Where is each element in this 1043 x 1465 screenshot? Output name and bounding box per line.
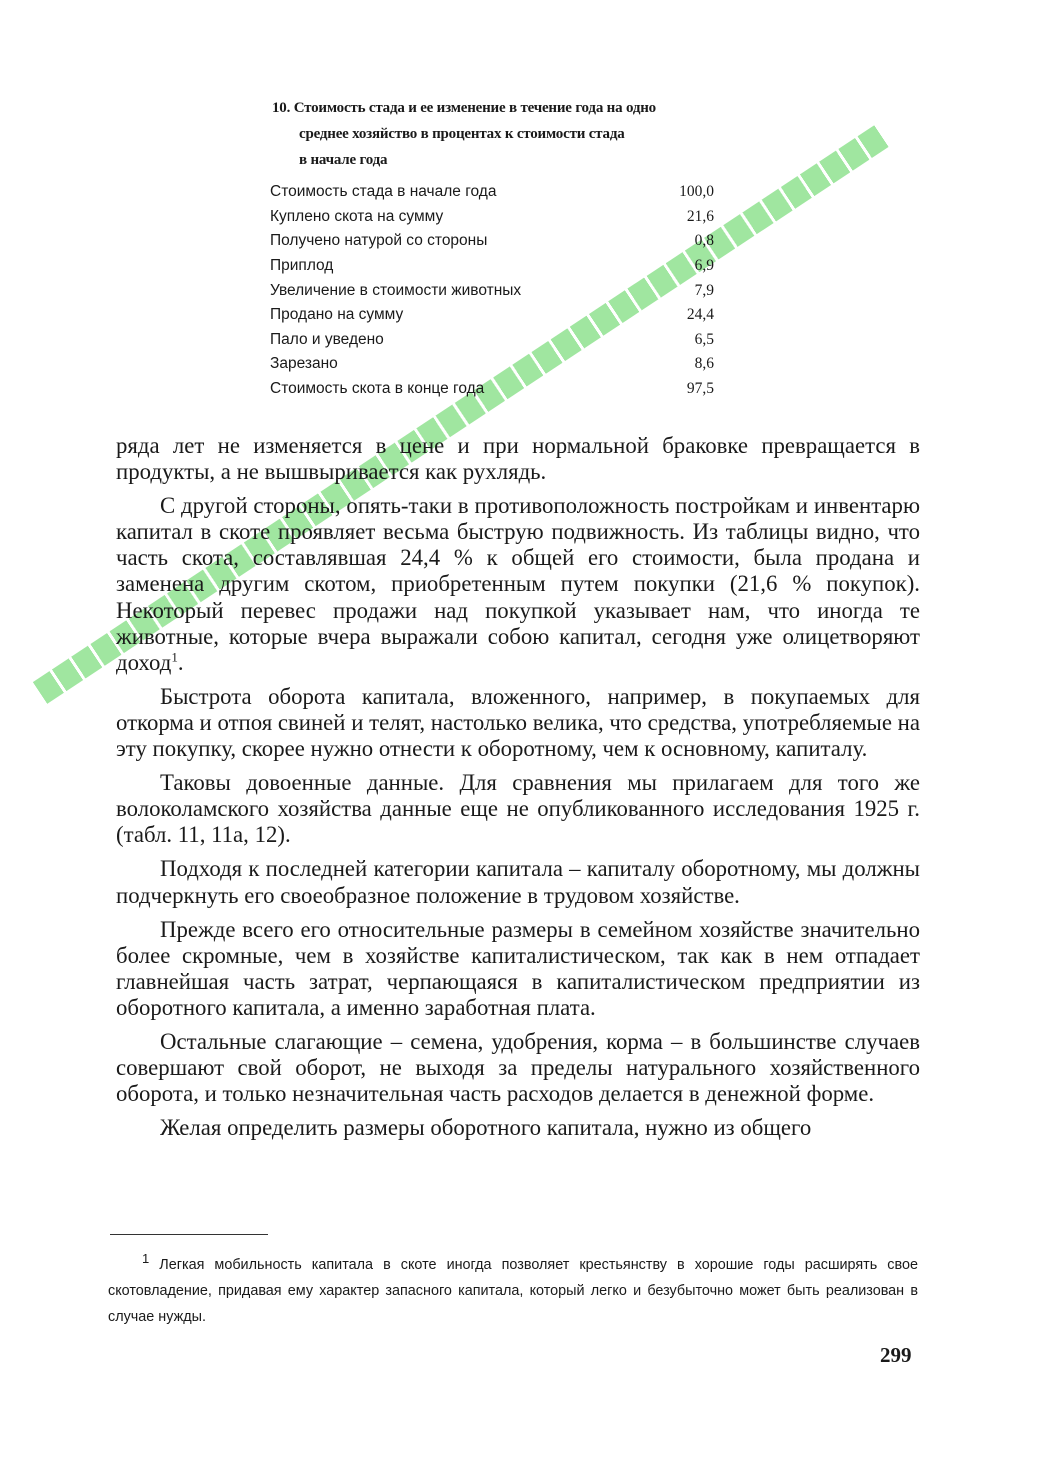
table-row	[270, 180, 730, 205]
row-value: 97,5	[686, 380, 714, 398]
paragraph-1: ряда лет не изменяется в цене и при нормальной браковке превращается в продукты, а не вышвыривается как рухлядь.	[116, 433, 920, 485]
table-row	[270, 352, 730, 377]
row-label: Стоимость стада в начале года	[270, 183, 497, 201]
row-label: Приплод	[270, 257, 334, 275]
row-value: 6,5	[694, 330, 714, 348]
table-row	[270, 328, 730, 353]
table-title	[272, 95, 812, 173]
row-label: Пало и уведено	[270, 330, 384, 348]
row-label: Увеличение в стоимости животных	[270, 281, 522, 299]
table-title-line-2: среднее хозяйство в процентах к стоимости стада	[299, 126, 625, 142]
paragraph-5: Подходя к последней категории капитала – капиталу оборотному, мы должны подчеркнуть его своеобразное положение в трудовом хозяйстве.	[116, 856, 920, 908]
footnote	[108, 1252, 918, 1330]
paragraph-2-text: С другой стороны, опять-таки в противоположность постройкам и инвентарю капитал в скоте проявляет весьма быструю подвижность. Из таблицы видно, что часть скота, составлявшая 24,4 % к общей его стоимости, была продана и заменена другим скотом, приобретенным путем покупки (21,6 % покупок). Некоторый перевес продажи над покупкой указывает нам, что иногда те животные, которые вчера выражали собою капитал, сегодня уже олицетворяют доход	[116, 493, 920, 675]
paragraph-4: Таковы довоенные данные. Для сравнения мы прилагаем для того же волоколамского хозяйства данные еще не опубликованного исследования 1925 г. (табл. 11, 11а, 12).	[116, 770, 920, 848]
table-row	[270, 229, 730, 254]
page-number: 299	[880, 1343, 912, 1367]
table-row	[270, 303, 730, 328]
row-label: Получено натурой со стороны	[270, 232, 488, 250]
herd-value-table	[270, 180, 730, 401]
paragraph-8: Желая определить размеры оборотного капитала, нужно из общего	[160, 1115, 812, 1141]
paragraph-2: С другой стороны, опять-таки в противоположность постройкам и инвентарю капитал в скоте проявляет весьма быструю подвижность. Из таблицы видно, что часть скота, составлявшая 24,4 % к общей его стоимости, была продана и заменена другим скотом, приобретенным путем покупки (21,6 % покупок). Некоторый перевес продажи над покупкой указывает нам, что иногда те животные, которые вчера выражали собою капитал, сегодня уже олицетворяют доход$^1$.	[116, 493, 920, 675]
paragraph-3: Быстрота оборота капитала, вложенного, например, в покупаемых для откорма и отпоя свиней и телят, настолько велика, что средства, употребляемые на эту покупку, скорее нужно отнести к оборотному, чем к основному, капиталу.	[116, 683, 920, 762]
footnote-ref: 1	[171, 649, 178, 665]
table-title-line-3: в начале года	[299, 152, 388, 168]
footnote-marker: 1	[142, 1251, 150, 1267]
row-label: Зарезано	[270, 355, 338, 373]
row-value: 7,9	[694, 281, 714, 299]
row-value: 0,8	[694, 232, 714, 250]
paragraph-7: Остальные слагающие – семена, удобрения, корма – в большинстве случаев совершают свой оборот, не выходя за пределы натурального хозяйственного оборота, и только незначительная часть расходов делается в денежной форме.	[116, 1028, 920, 1107]
row-label: Продано на сумму	[270, 306, 404, 324]
paragraph-6: Прежде всего его относительные размеры в семейном хозяйстве значительно более скромные, чем в хозяйстве капиталистическом, так как в нем отпадает главнейшая часть затрат, черпающаяся в капиталистическом предприятии из оборотного капитала, а именно заработная плата.	[116, 916, 920, 1020]
table-title-line-1: 10. Стоимость стада и ее изменение в течение года на одно	[272, 100, 656, 116]
row-value: 6,9	[694, 257, 714, 275]
table-row	[270, 254, 730, 279]
footnote-divider	[110, 1234, 268, 1235]
table-row	[270, 377, 730, 402]
row-label: Куплено скота на сумму	[270, 207, 444, 225]
row-label: Стоимость скота в конце года	[270, 380, 485, 398]
row-value: 24,4	[686, 306, 714, 324]
row-value: 100,0	[679, 183, 714, 201]
row-value: 8,6	[694, 355, 714, 373]
row-value: 21,6	[686, 207, 714, 225]
table-row	[270, 278, 730, 303]
table-row	[270, 205, 730, 230]
footnote-text: Легкая мобильность капитала в скоте иногда позволяет крестьянству в хорошие годы расширять свое скотовладение, придавая ему характер запасного капитала, который легко и безубыточно может быть реализован в случае нужды.	[108, 1257, 918, 1325]
body-text	[116, 433, 920, 1149]
